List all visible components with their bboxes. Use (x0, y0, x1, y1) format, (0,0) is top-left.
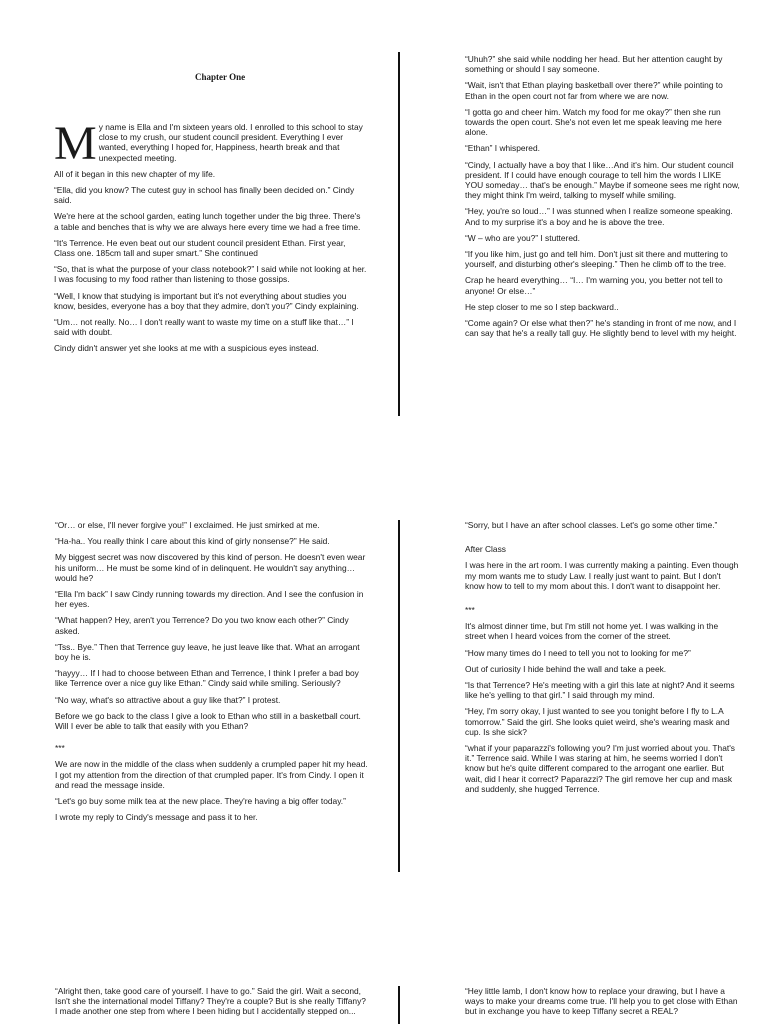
paragraph: “W – who are you?” I stuttered. (465, 232, 580, 243)
paragraph: “So, that is what the purpose of your class notebook?” I said while not looking at her. I was focusing to my food rather than listening to those gossips. (54, 264, 367, 285)
paragraph: “Ella I'm back” I saw Cindy running towards my direction. And I see the confusion in her eyes. (55, 589, 364, 610)
page1-right-column (410, 54, 740, 344)
paragraph: Before we go back to the class I give a look to Ethan who still in a basketball court. Will I ever be able to talk that easily with you Ethan? (55, 710, 361, 732)
page3-right-column (410, 986, 740, 1024)
paragraph: “Tss.. Bye.” Then that Terrence guy leave, he just leave like that. What an arrogant boy he is. (55, 641, 360, 663)
page2-left-column (55, 520, 369, 828)
drop-cap: M (54, 117, 97, 170)
paragraph: “I gotta go and cheer him. Watch my food for me okay?” then she run towards the open court. She's not even let me speak leaving me here alone. (465, 106, 722, 138)
paragraph: “It's Terrence. He even beat out our student council president Ethan. First year, Class one. 185cm tall and super smart.” She continued (54, 237, 346, 259)
paragraph: It's almost dinner time, but I'm still not home yet. I was walking in the street when I heard voices from the corner of the street. (465, 621, 719, 642)
paragraph: “Um… not really. No… I don't really want to waste my time on a stuff like that…” I said with doubt. (54, 317, 354, 338)
paragraph: “Well, I know that studying is important but it's not everything about studies you know, besides, everyone has a boy that they admire, don't you?” Cindy explaining. (54, 290, 359, 311)
chapter-title: Chapter One (195, 72, 246, 82)
column-divider (398, 986, 400, 1024)
paragraph: “Hey little lamb, I don't know how to replace your drawing, but I have a ways to make your dreams come true. I'll help you to get close with Ethan but in exchange you have to keep Tiffany secret a REAL? (465, 986, 738, 1017)
paragraph: Crap he heard everything… “I… I'm warning you, you better not tell to anyone! Or else…” (465, 275, 723, 296)
page1-left-column (54, 117, 367, 360)
paragraph: All of it began in this new chapter of my life. (54, 168, 216, 179)
paragraph: I was here in the art room. I was currently making a painting. Even though my mom wants me to study Law. I really just want to paint. But I don't know how to tell to my mom about this. I don't want to disappoint her. (465, 560, 739, 591)
column-divider (398, 520, 400, 872)
page2-right-column (410, 520, 740, 800)
paragraph: “Let's go buy some milk tea at the new place. They're having a big offer today.” (55, 796, 346, 807)
paragraph: “If you like him, just go and tell him. Don't just sit there and muttering to yourself, and disturbing other's sleeping.” Then he climb off to the tree. (465, 249, 728, 270)
paragraph: “Sorry, but I have an after school classes. Let's go some other time.” (465, 520, 718, 530)
paragraph: “Hey, you're so loud…” I was stunned when I realize someone speaking. And to my surprise it's a boy and he is above the tree. (465, 206, 733, 227)
paragraph: “Ella, did you know? The cutest guy in school has finally been decided on.” Cindy said. (54, 185, 355, 206)
paragraph: “hayyy… If I had to choose between Ethan and Terrence, I think I prefer a bad boy like Terrence over a nice guy like Ethan.” Cindy said while smiling. Seriously? (55, 668, 359, 689)
page3-left-column (55, 986, 369, 1024)
paragraph: “Ethan” I whispered. (465, 143, 540, 154)
paragraph: “Or… or else, I'll never forgive you!” I exclaimed. He just smirked at me. (55, 520, 320, 530)
paragraph: Out of curiosity I hide behind the wall and take a peek. (465, 663, 667, 674)
section-break: *** (55, 743, 65, 754)
section-break: *** (465, 605, 475, 616)
paragraph: “Ha-ha.. You really think I care about this kind of girly nonsense?” He said. (55, 536, 330, 547)
paragraph: “No way, what's so attractive about a guy like that?” I protest. (55, 694, 281, 705)
paragraph: I wrote my reply to Cindy's message and pass it to her. (55, 812, 258, 823)
paragraph: “Uhuh?” she said while nodding her head. But her attention caught by something or should I say someone. (465, 54, 723, 75)
paragraph: He step closer to me so I step backward.. (465, 301, 619, 312)
paragraph: “Wait, isn't that Ethan playing basketball over there?” while pointing to Ethan in the open court not far from where we are now. (465, 80, 723, 101)
paragraph: “Come again? Or else what then?” he's standing in front of me now, and I can say that he's a really tall guy. He slightly bend to level with my height. (465, 318, 737, 339)
paragraph: y name is Ella and I'm sixteen years old. I enrolled to this school to stay close to my crush, our student council president. Everything I ever wanted, everything I hoped for, Happiness, hearth break and that unexpected meeting. (98, 122, 363, 163)
paragraph: “Is that Terrence? He's meeting with a girl this late at night? And it seems like he's yelling to that girl.” I said through my mind. (465, 680, 735, 701)
paragraph: “How many times do I need to tell you not to looking for me?” (465, 647, 691, 658)
paragraph: “What happen? Hey, aren't you Terrence? Do you two know each other?” Cindy asked. (55, 615, 349, 636)
column-divider (398, 52, 400, 416)
paragraph: We are now in the middle of the class when suddenly a crumpled paper hit my head. I got my attention from the direction of that crumpled paper. It's from Cindy. I open it and read the message inside. (55, 759, 368, 790)
paragraph: “Hey, I'm sorry okay, I just wanted to see you tonight before I fly to L.A tomorrow.” Said the girl. She looks quiet weird, she's wearing mask and cup. Is she sick? (465, 706, 730, 737)
paragraph: “what if your paparazzi's following you? I'm just worried about you. That's it.” Terrence said. While I was staring at him, he seems worried I don't know but he's quite different compared to the arrogant one earlier. But wait, did I hear it correct? Paparazzi? The girl remove her cup and mask and suddenly, she hugged Terrence. (465, 743, 735, 794)
paragraph: We're here at the school garden, eating lunch together under the big three. There's a table and benches that is why we are always here every time we had a free time. (54, 211, 361, 232)
paragraph: “Alright then, take good care of yourself. I have to go.” Said the girl. Wait a second, Isn't she the international model Tiffany? They're a couple? But is she really Tiffany? I made another one step from where I been hiding but I accidentally stepped on... (55, 986, 366, 1017)
section-heading: After Class (465, 544, 506, 555)
paragraph: Cindy didn't answer yet she looks at me with a suspicious eyes instead. (54, 343, 319, 354)
paragraph: My biggest secret was now discovered by this kind of person. He doesn't even wear his uniform… He must be some kind of in delinquent. He wouldn't say anything… would he? (55, 552, 366, 583)
paragraph: “Cindy, I actually have a boy that I like…And it's him. Our student council president. If I could have enough courage to tell him the words I LIKE YOU someday… that's be enough.” Maybe if someone sees me right now, they might think I'm weird, talking to myself while smiling. (465, 159, 740, 201)
